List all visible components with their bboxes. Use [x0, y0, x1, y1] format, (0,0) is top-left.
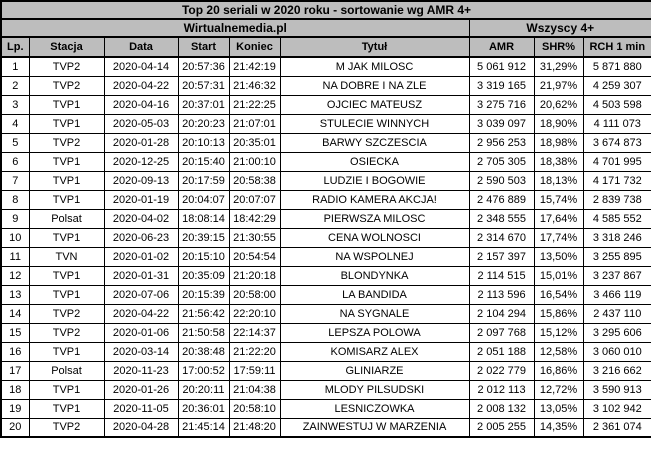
column-header-8: RCH 1 min — [583, 37, 651, 57]
cell: 22:20:10 — [229, 304, 280, 323]
cell: 2 005 255 — [469, 418, 534, 437]
cell: 18:08:14 — [178, 209, 229, 228]
cell: 2 113 596 — [469, 285, 534, 304]
cell: TVP2 — [29, 76, 104, 95]
cell: 3 318 246 — [583, 228, 651, 247]
cell: 4 111 073 — [583, 114, 651, 133]
table-row — [1, 152, 651, 171]
cell: GLINIARZE — [280, 361, 469, 380]
cell: 2 314 670 — [469, 228, 534, 247]
table-title-row — [1, 1, 651, 19]
table-row — [1, 285, 651, 304]
cell: LEPSZA POLOWA — [280, 323, 469, 342]
cell: MLODY PILSUDSKI — [280, 380, 469, 399]
cell: 20 — [1, 418, 29, 437]
table-title: Top 20 seriali w 2020 roku - sortowanie wg AMR 4+ — [1, 1, 651, 19]
cell: 2020-11-05 — [104, 399, 178, 418]
cell: 2 — [1, 76, 29, 95]
cell: 21:22:25 — [229, 95, 280, 114]
cell: 21:04:38 — [229, 380, 280, 399]
cell: TVP2 — [29, 133, 104, 152]
cell: 17:59:11 — [229, 361, 280, 380]
cell: 9 — [1, 209, 29, 228]
cell: 2 361 074 — [583, 418, 651, 437]
cell: M JAK MILOSC — [280, 57, 469, 76]
cell: 2020-04-16 — [104, 95, 178, 114]
cell: 21:48:20 — [229, 418, 280, 437]
cell: 2020-06-23 — [104, 228, 178, 247]
cell: TVP1 — [29, 95, 104, 114]
cell: 8 — [1, 190, 29, 209]
cell: 3 319 165 — [469, 76, 534, 95]
cell: 22:14:37 — [229, 323, 280, 342]
table-row — [1, 342, 651, 361]
cell: 2020-04-28 — [104, 418, 178, 437]
cell: BARWY SZCZESCIA — [280, 133, 469, 152]
table-row — [1, 95, 651, 114]
column-header-3: Start — [178, 37, 229, 57]
cell: TVP1 — [29, 190, 104, 209]
cell: 16 — [1, 342, 29, 361]
cell: 13,05% — [534, 399, 583, 418]
cell: OSIECKA — [280, 152, 469, 171]
cell: 2 956 253 — [469, 133, 534, 152]
cell: 14 — [1, 304, 29, 323]
cell: TVP1 — [29, 342, 104, 361]
cell: 31,29% — [534, 57, 583, 76]
cell: 17:00:52 — [178, 361, 229, 380]
cell: 2020-01-26 — [104, 380, 178, 399]
cell: 2020-01-06 — [104, 323, 178, 342]
cell: 15,86% — [534, 304, 583, 323]
cell: 2 022 779 — [469, 361, 534, 380]
table-row — [1, 266, 651, 285]
cell: PIERWSZA MILOSC — [280, 209, 469, 228]
cell: TVP1 — [29, 380, 104, 399]
cell: KOMISARZ ALEX — [280, 342, 469, 361]
cell: Polsat — [29, 361, 104, 380]
table-row — [1, 418, 651, 437]
cell: 2020-04-14 — [104, 57, 178, 76]
cell: 2 590 503 — [469, 171, 534, 190]
cell: 12,72% — [534, 380, 583, 399]
cell: 20:57:36 — [178, 57, 229, 76]
cell: 16,54% — [534, 285, 583, 304]
cell: 3 — [1, 95, 29, 114]
cell: 20:10:13 — [178, 133, 229, 152]
cell: 5 871 880 — [583, 57, 651, 76]
cell: 20:54:54 — [229, 247, 280, 266]
cell: 17,64% — [534, 209, 583, 228]
column-header-2: Data — [104, 37, 178, 57]
cell: TVN — [29, 247, 104, 266]
cell: 18,13% — [534, 171, 583, 190]
cell: 2020-09-13 — [104, 171, 178, 190]
table-row — [1, 114, 651, 133]
cell: TVP2 — [29, 57, 104, 76]
table-row — [1, 304, 651, 323]
cell: 2 097 768 — [469, 323, 534, 342]
cell: TVP2 — [29, 323, 104, 342]
cell: 2020-11-23 — [104, 361, 178, 380]
column-header-row — [1, 37, 651, 57]
cell: 15,12% — [534, 323, 583, 342]
cell: 20,62% — [534, 95, 583, 114]
cell: 20:15:39 — [178, 285, 229, 304]
cell: 4 — [1, 114, 29, 133]
cell: 18,90% — [534, 114, 583, 133]
cell: 20:58:10 — [229, 399, 280, 418]
cell: 21:46:32 — [229, 76, 280, 95]
cell: 21:56:42 — [178, 304, 229, 323]
cell: 20:20:11 — [178, 380, 229, 399]
audience-group-header: Wszyscy 4+ — [469, 19, 651, 37]
cell: LA BANDIDA — [280, 285, 469, 304]
cell: 12,58% — [534, 342, 583, 361]
cell: 4 259 307 — [583, 76, 651, 95]
cell: 2 437 110 — [583, 304, 651, 323]
table-row — [1, 76, 651, 95]
cell: 3 216 662 — [583, 361, 651, 380]
cell: 20:35:01 — [229, 133, 280, 152]
cell: 18,98% — [534, 133, 583, 152]
cell: CENA WOLNOSCI — [280, 228, 469, 247]
cell: 18 — [1, 380, 29, 399]
cell: TVP1 — [29, 171, 104, 190]
table-row — [1, 361, 651, 380]
cell: 1 — [1, 57, 29, 76]
cell: 2 705 305 — [469, 152, 534, 171]
cell: 19 — [1, 399, 29, 418]
cell: TVP1 — [29, 266, 104, 285]
cell: TVP1 — [29, 399, 104, 418]
cell: 16,86% — [534, 361, 583, 380]
cell: TVP2 — [29, 304, 104, 323]
cell: 2020-01-31 — [104, 266, 178, 285]
table-row — [1, 247, 651, 266]
table-group-header-row — [1, 19, 651, 37]
cell: 2020-04-22 — [104, 304, 178, 323]
cell: 5 — [1, 133, 29, 152]
cell: 2 157 397 — [469, 247, 534, 266]
cell: STULECIE WINNYCH — [280, 114, 469, 133]
cell: 20:20:23 — [178, 114, 229, 133]
cell: 3 466 119 — [583, 285, 651, 304]
cell: 17 — [1, 361, 29, 380]
cell: 20:37:01 — [178, 95, 229, 114]
cell: 3 295 606 — [583, 323, 651, 342]
cell: 20:57:31 — [178, 76, 229, 95]
cell: 2020-03-14 — [104, 342, 178, 361]
column-header-0: Lp. — [1, 37, 29, 57]
column-header-1: Stacja — [29, 37, 104, 57]
cell: 2020-12-25 — [104, 152, 178, 171]
cell: 21:20:18 — [229, 266, 280, 285]
cell: 20:07:07 — [229, 190, 280, 209]
cell: 2 104 294 — [469, 304, 534, 323]
cell: 21:45:14 — [178, 418, 229, 437]
cell: 2020-04-02 — [104, 209, 178, 228]
cell: LUDZIE I BOGOWIE — [280, 171, 469, 190]
cell: 2 348 555 — [469, 209, 534, 228]
cell: 10 — [1, 228, 29, 247]
cell: 3 275 716 — [469, 95, 534, 114]
cell: 2020-01-19 — [104, 190, 178, 209]
cell: TVP1 — [29, 228, 104, 247]
cell: 11 — [1, 247, 29, 266]
table-row — [1, 399, 651, 418]
cell: 3 039 097 — [469, 114, 534, 133]
cell: ZAINWESTUJ W MARZENIA — [280, 418, 469, 437]
cell: BLONDYNKA — [280, 266, 469, 285]
cell: 20:58:38 — [229, 171, 280, 190]
source-header: Wirtualnemedia.pl — [1, 19, 469, 37]
table-row — [1, 228, 651, 247]
cell: 13,50% — [534, 247, 583, 266]
cell: 3 255 895 — [583, 247, 651, 266]
cell: 20:04:07 — [178, 190, 229, 209]
column-header-7: SHR% — [534, 37, 583, 57]
cell: TVP1 — [29, 114, 104, 133]
cell: 20:38:48 — [178, 342, 229, 361]
cell: 7 — [1, 171, 29, 190]
table-row — [1, 57, 651, 76]
cell: 2 114 515 — [469, 266, 534, 285]
cell: NA DOBRE I NA ZLE — [280, 76, 469, 95]
cell: 20:35:09 — [178, 266, 229, 285]
table-row — [1, 190, 651, 209]
cell: 20:36:01 — [178, 399, 229, 418]
cell: 2020-01-02 — [104, 247, 178, 266]
cell: 18,38% — [534, 152, 583, 171]
cell: 20:15:10 — [178, 247, 229, 266]
cell: 21:07:01 — [229, 114, 280, 133]
cell: 17,74% — [534, 228, 583, 247]
cell: 3 060 010 — [583, 342, 651, 361]
cell: 2 012 113 — [469, 380, 534, 399]
cell: 20:17:59 — [178, 171, 229, 190]
cell: 15,74% — [534, 190, 583, 209]
cell: 13 — [1, 285, 29, 304]
cell: NA WSPOLNEJ — [280, 247, 469, 266]
cell: 2020-01-28 — [104, 133, 178, 152]
table-row — [1, 209, 651, 228]
cell: NA SYGNALE — [280, 304, 469, 323]
cell: 2 476 889 — [469, 190, 534, 209]
cell: 3 237 867 — [583, 266, 651, 285]
cell: 4 701 995 — [583, 152, 651, 171]
cell: 5 061 912 — [469, 57, 534, 76]
cell: 20:58:00 — [229, 285, 280, 304]
cell: 15,01% — [534, 266, 583, 285]
cell: 3 590 913 — [583, 380, 651, 399]
cell: 20:15:40 — [178, 152, 229, 171]
cell: 12 — [1, 266, 29, 285]
cell: 2 839 738 — [583, 190, 651, 209]
column-header-6: AMR — [469, 37, 534, 57]
cell: 3 674 873 — [583, 133, 651, 152]
cell: TVP1 — [29, 152, 104, 171]
table-row — [1, 133, 651, 152]
cell: Polsat — [29, 209, 104, 228]
cell: LESNICZOWKA — [280, 399, 469, 418]
cell: 15 — [1, 323, 29, 342]
cell: 14,35% — [534, 418, 583, 437]
cell: 3 102 942 — [583, 399, 651, 418]
table-body — [1, 57, 651, 437]
cell: 21:00:10 — [229, 152, 280, 171]
table-row — [1, 380, 651, 399]
cell: 2020-04-22 — [104, 76, 178, 95]
cell: 4 585 552 — [583, 209, 651, 228]
cell: 6 — [1, 152, 29, 171]
cell: 21,97% — [534, 76, 583, 95]
table-row — [1, 323, 651, 342]
cell: 21:50:58 — [178, 323, 229, 342]
cell: 4 503 598 — [583, 95, 651, 114]
cell: 2 008 132 — [469, 399, 534, 418]
cell: RADIO KAMERA AKCJA! — [280, 190, 469, 209]
column-header-5: Tytuł — [280, 37, 469, 57]
cell: TVP2 — [29, 418, 104, 437]
cell: 18:42:29 — [229, 209, 280, 228]
cell: 2020-05-03 — [104, 114, 178, 133]
cell: TVP1 — [29, 285, 104, 304]
cell: 21:22:20 — [229, 342, 280, 361]
cell: 21:42:19 — [229, 57, 280, 76]
cell: 20:39:15 — [178, 228, 229, 247]
cell: 2020-07-06 — [104, 285, 178, 304]
cell: 4 171 732 — [583, 171, 651, 190]
column-header-4: Koniec — [229, 37, 280, 57]
table-row — [1, 171, 651, 190]
cell: 2 051 188 — [469, 342, 534, 361]
cell: OJCIEC MATEUSZ — [280, 95, 469, 114]
cell: 21:30:55 — [229, 228, 280, 247]
